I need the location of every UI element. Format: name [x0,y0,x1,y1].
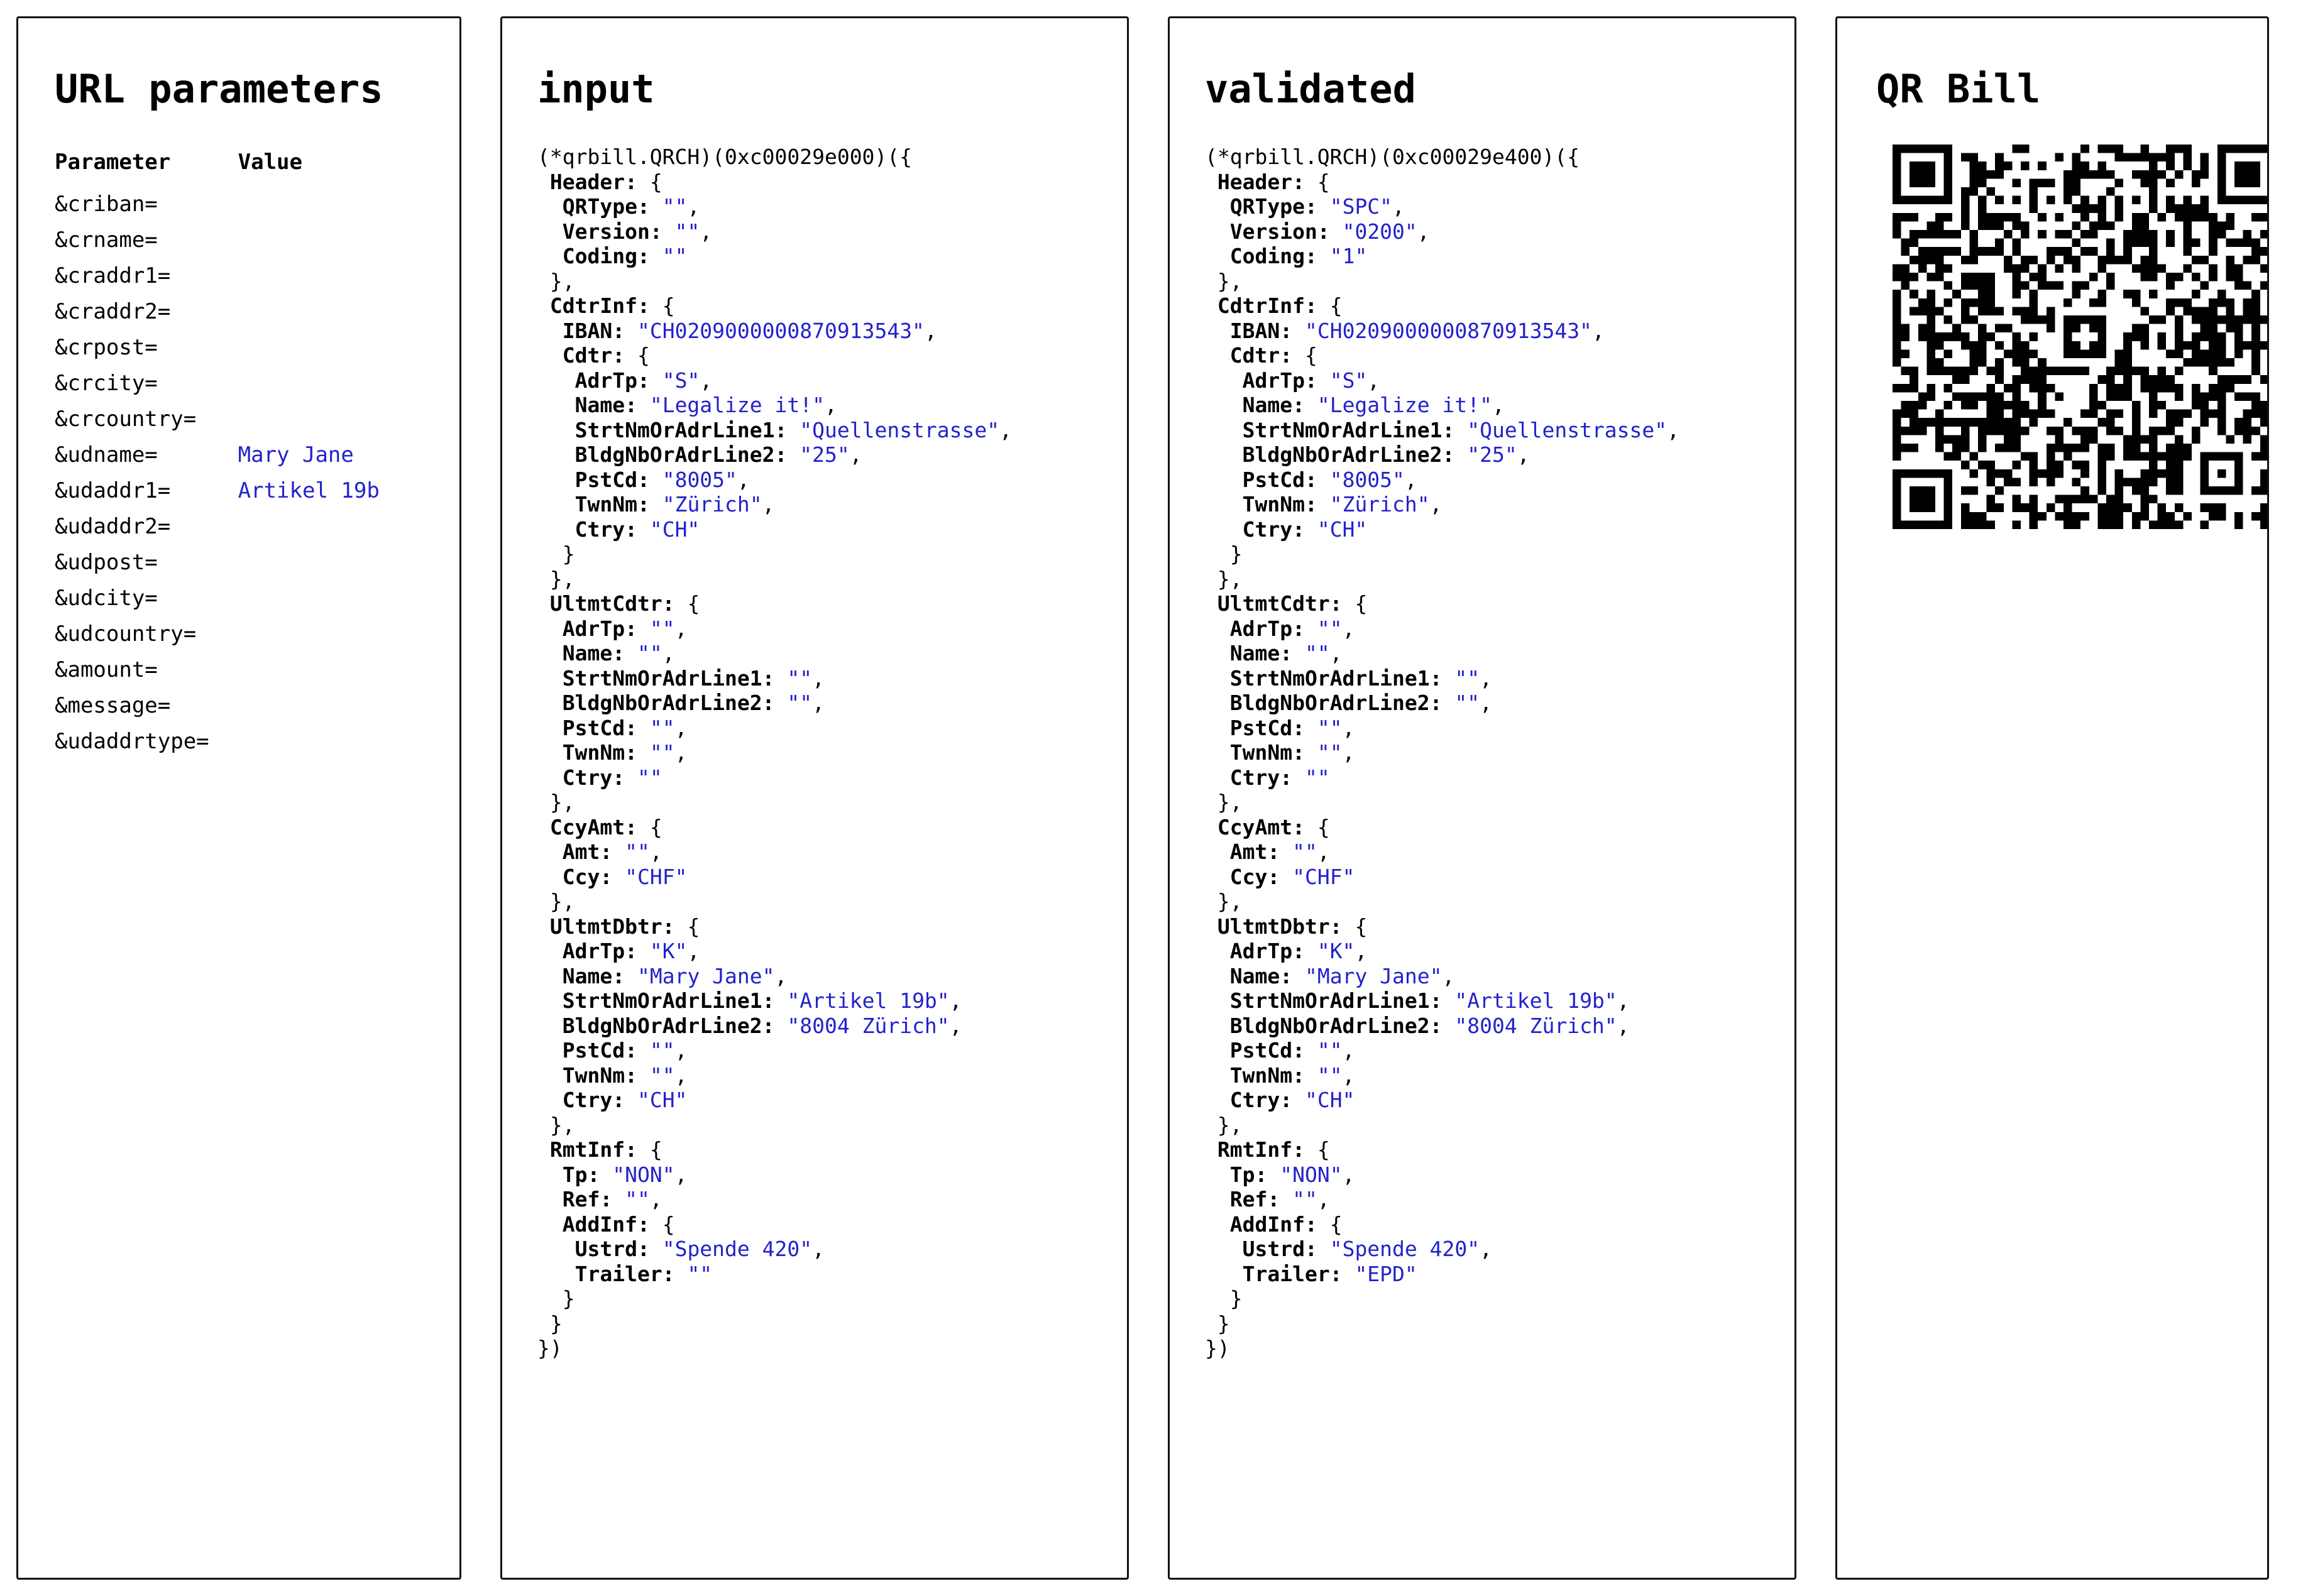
parameter-name: &amount= [55,657,158,682]
parameter-name: &udpost= [55,550,158,575]
table-row [55,652,434,688]
qr-bill-title: QR Bill [1876,66,2041,112]
table-row [55,581,434,616]
parameter-value [212,187,434,222]
parameter-name: &crname= [55,227,158,253]
parameter-name: &udname= [55,442,158,467]
input-panel [500,16,1129,1580]
parameter-name: &craddr1= [55,263,171,288]
parameter-value [212,509,434,545]
parameter-value [212,258,434,294]
parameter-name: &udaddr1= [55,478,171,503]
table-row [55,258,434,294]
input-title: input [537,66,655,112]
parameter-value: Mary Jane [238,442,354,467]
parameter-value [212,294,434,330]
parameter-value [212,330,434,366]
parameter-value [212,616,434,652]
column-header-parameter: Parameter [55,150,171,175]
url-parameters-table [55,145,434,760]
parameter-value [212,724,434,760]
table-row [55,437,434,473]
validated-code-block: (*qrbill.QRCH)(0xc00029e400)({ Header: { QRType: "SPC", Version: "0200", Coding: "1" }, CdtrInf: { IBAN: "CH0209000000870913543", Cdtr: { AdrTp: "S", Name: "Legalize it!", StrtNmOrAdrLine1: "Quellenstrasse", BldgNbOrAdrLine2: "25", PstCd: "8005", TwnNm: "Zürich", Ctry: "CH" } }, UltmtCdtr: { AdrTp: "", Name: "", StrtNmOrAdrLine1: "", BldgNbOrAdrLine2: "", PstCd: "", TwnNm: "", Ctry: "" }, CcyAmt: { Amt: "", Ccy: "CHF" }, UltmtDbtr: { AdrTp: "K", Name: "Mary Jane", StrtNmOrAdrLine1: "Artikel 19b", BldgNbOrAdrLine2: "8004 Zürich", PstCd: "", TwnNm: "", Ctry: "CH" }, RmtInf: { Tp: "NON", Ref: "", AddInf: { Ustrd: "Spende 420", Trailer: "EPD" } } }) [1205,145,1680,1360]
table-row [55,330,434,366]
table-row [55,616,434,652]
parameter-value [212,366,434,402]
validated-title: validated [1205,66,1416,112]
table-row [55,724,434,760]
table-row [55,187,434,222]
table-row [55,509,434,545]
qr-code-container [1893,145,2242,529]
column-header-value: Value [238,150,302,175]
table-header-row [55,145,434,187]
input-code-block: (*qrbill.QRCH)(0xc00029e000)({ Header: { QRType: "", Version: "", Coding: "" }, CdtrInf: { IBAN: "CH0209000000870913543", Cdtr: { AdrTp: "S", Name: "Legalize it!", StrtNmOrAdrLine1: "Quellenstrasse", BldgNbOrAdrLine2: "25", PstCd: "8005", TwnNm: "Zürich", Ctry: "CH" } }, UltmtCdtr: { AdrTp: "", Name: "", StrtNmOrAdrLine1: "", BldgNbOrAdrLine2: "", PstCd: "", TwnNm: "", Ctry: "" }, CcyAmt: { Amt: "", Ccy: "CHF" }, UltmtDbtr: { AdrTp: "K", Name: "Mary Jane", StrtNmOrAdrLine1: "Artikel 19b", BldgNbOrAdrLine2: "8004 Zürich", PstCd: "", TwnNm: "", Ctry: "CH" }, RmtInf: { Tp: "NON", Ref: "", AddInf: { Ustrd: "Spende 420", Trailer: "" } } }) [537,145,1013,1360]
parameter-value [212,545,434,581]
parameter-name: &udcountry= [55,621,197,647]
parameter-value [212,402,434,437]
parameter-name: &udaddrtype= [55,729,209,754]
parameter-name: &crcountry= [55,407,197,432]
parameter-name: &crcity= [55,371,158,396]
table-row [55,402,434,437]
table-row [55,366,434,402]
parameter-name: &message= [55,693,171,718]
qr-bill-panel [1835,16,2269,1580]
parameter-value [212,222,434,258]
parameter-name: &udcity= [55,586,158,611]
table-row [55,688,434,724]
table-row [55,473,434,509]
parameter-value [212,581,434,616]
url-parameters-panel [16,16,461,1580]
table-body [55,187,434,760]
validated-panel [1168,16,1796,1580]
table-row [55,545,434,581]
qr-code [1893,145,2269,529]
parameter-value: Artikel 19b [238,478,380,503]
parameter-name: &crpost= [55,335,158,360]
parameter-name: &udaddr2= [55,514,171,539]
table-row [55,294,434,330]
parameter-value [212,652,434,688]
parameter-name: &criban= [55,192,158,217]
table-row [55,222,434,258]
parameter-value [212,688,434,724]
parameter-name: &craddr2= [55,299,171,324]
url-parameters-title: URL parameters [55,66,383,112]
